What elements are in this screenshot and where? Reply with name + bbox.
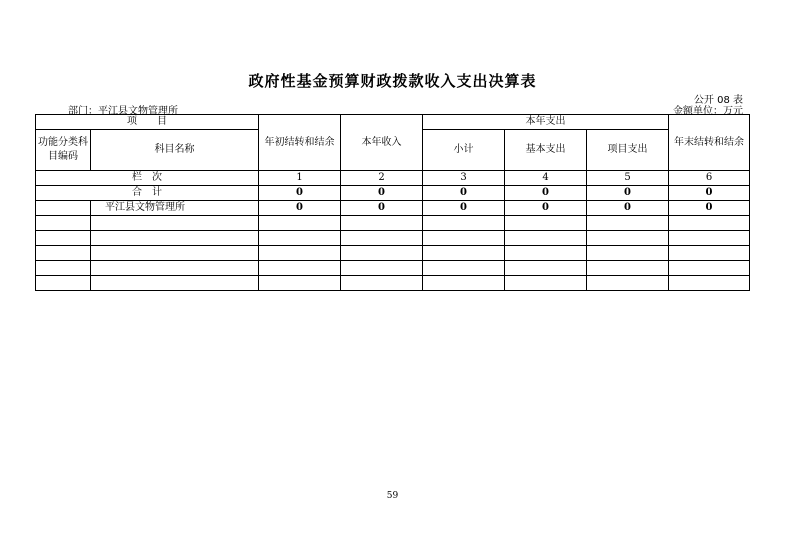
header-subject-name: 科目名称	[91, 130, 259, 171]
row-cell: 0	[587, 201, 669, 216]
index-cell: 3	[423, 171, 505, 186]
table-row	[36, 201, 750, 216]
empty-row	[36, 276, 750, 291]
empty-row	[36, 246, 750, 261]
header-subtotal: 小计	[423, 130, 505, 171]
total-cell: 0	[423, 186, 505, 201]
total-cell: 0	[505, 186, 587, 201]
row-cell: 0	[669, 201, 750, 216]
index-cell: 6	[669, 171, 750, 186]
header-row-1	[36, 115, 750, 130]
total-cell: 0	[341, 186, 423, 201]
row-cell: 0	[341, 201, 423, 216]
index-label: 栏 次	[36, 171, 259, 186]
empty-row	[36, 216, 750, 231]
budget-table	[35, 114, 750, 291]
header-func-code	[36, 130, 91, 171]
total-label: 合 计	[36, 186, 259, 201]
total-cell: 0	[259, 186, 341, 201]
header-project: 项目支出	[587, 130, 669, 171]
total-cell: 0	[669, 186, 750, 201]
header-income: 本年收入	[341, 115, 423, 171]
empty-row	[36, 231, 750, 246]
header-basic: 基本支出	[505, 130, 587, 171]
total-row	[36, 186, 750, 201]
row-code	[36, 201, 91, 216]
row-cell: 0	[423, 201, 505, 216]
table-number: 公开 08 表	[693, 95, 743, 106]
total-cell: 0	[587, 186, 669, 201]
index-cell: 2	[341, 171, 423, 186]
index-cell: 5	[587, 171, 669, 186]
index-cell: 1	[259, 171, 341, 186]
header-func-code-text: 功能分类科目编码	[38, 137, 88, 162]
row-cell: 0	[505, 201, 587, 216]
index-row	[36, 171, 750, 186]
page-number: 59	[386, 491, 399, 501]
department-label: 部门：平江县文物管理所	[68, 106, 178, 117]
header-end-balance: 年末结转和结余	[669, 115, 750, 171]
index-cell: 4	[505, 171, 587, 186]
unit-label: 金额单位：万元	[673, 106, 743, 117]
header-begin-balance: 年初结转和结余	[259, 115, 341, 171]
report-title: 政府性基金预算财政拨款收入支出决算表	[248, 72, 537, 90]
header-item: 项 目	[36, 115, 259, 130]
row-cell: 0	[259, 201, 341, 216]
empty-row	[36, 261, 750, 276]
header-expense-group: 本年支出	[423, 115, 669, 130]
row-name: 平江县文物管理所	[91, 201, 259, 216]
